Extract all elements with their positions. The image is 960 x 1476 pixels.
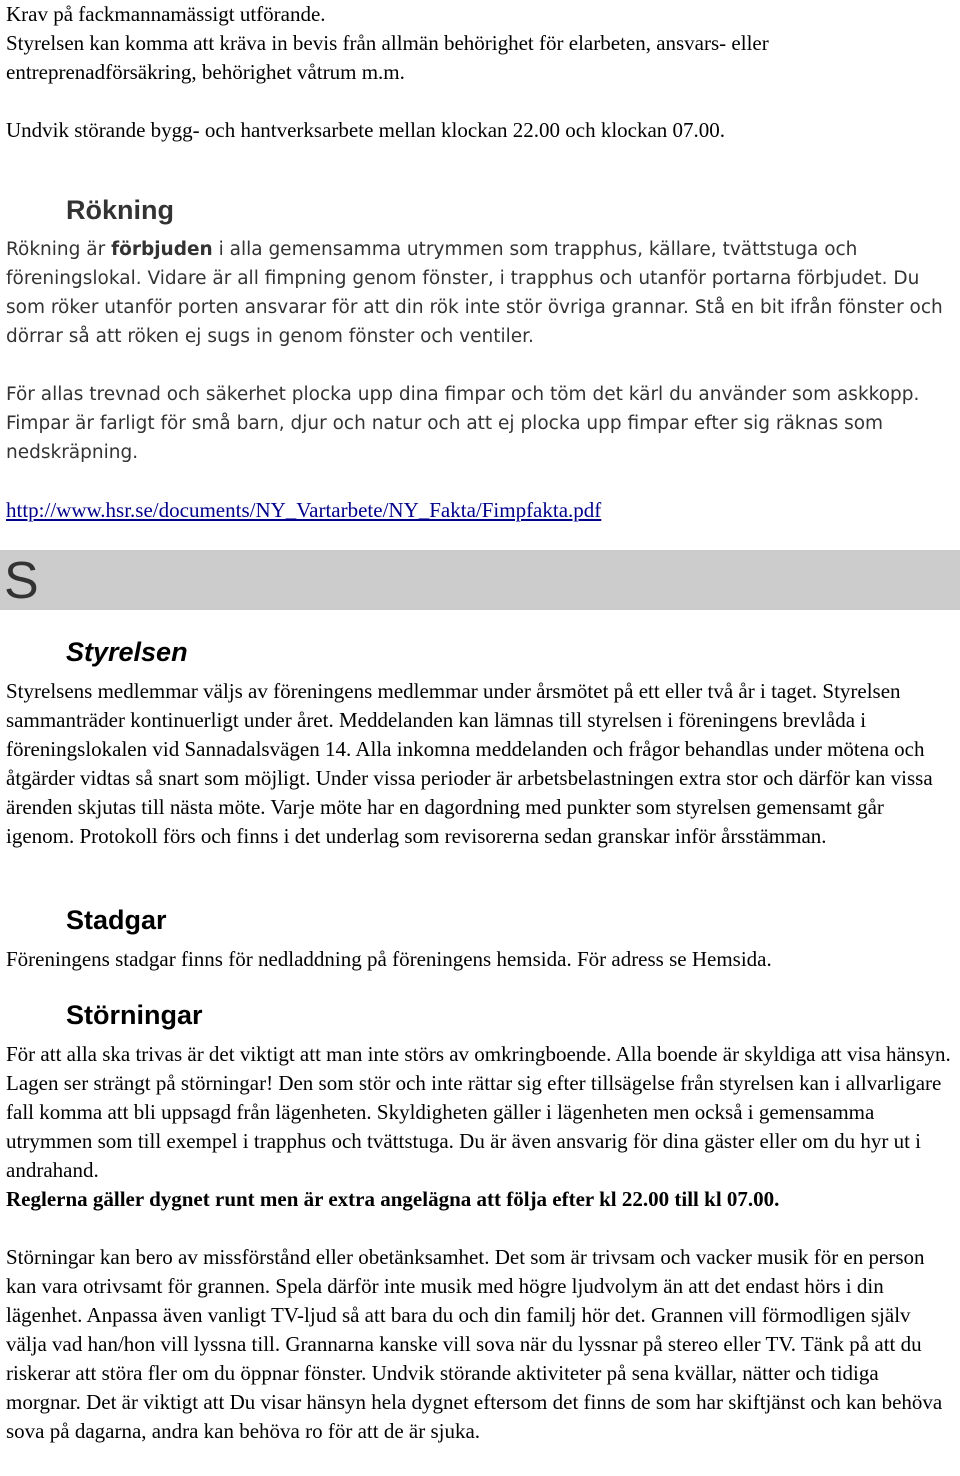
rokning-section — [6, 194, 954, 226]
storningar-paragraph-2: Störningar kan bero av missförstånd eller obetänksamhet. Det som är trivsam och vacker musik för en person kan vara otrivsamt för grannen. Spela därför inte musik med högre ljudvolym än att det endast hörs i din lägenhet. Anpassa även vanligt TV-ljud så att bara du och din familj hör det. Grannen vill förmodligen själv välja vad han/hon vill lyssna till. Grannarna kanske vill sova när du lyssnar på stereo eller TV. Tänk på att du riskerar att störa fler om du öppnar fönster. Undvik störande aktiviteter på sena kvällar, nätter och tidiga morgnar. Det är viktigt att Du visar hänsyn hela dygnet eftersom det finns de som har skiftjänst och kan behöva sova på dagarna, andra kan behöva ro för att de är sjuka. — [6, 1245, 943, 1443]
stadgar-body — [6, 945, 954, 974]
intro-line-2: Styrelsen kan komma att kräva in bevis från allmän behörighet för elarbeten, ansvars- eller entreprenadförsäkring, behörighet våtrum m.m. — [6, 31, 769, 84]
storningar-body — [6, 1040, 954, 1446]
styrelsen-paragraph: Styrelsens medlemmar väljs av föreningens medlemmar under årsmötet på ett eller två år i taget. Styrelsen sammanträder kontinuerligt under året. Meddelanden kan lämnas till styrelsen i föreningens brevlåda i föreningslokalen vid Sannadalsvägen 14. Alla inkomna meddelanden och frågor behandlas under mötena och åtgärder vidtas så snart som möjligt. Under vissa perioder är arbetsbelastningen extra stor och därför kan vissa ärenden skjutas till nästa möte. Varje möte har en dagordning med punkter som styrelsen gemensamt går igenom. Protokoll förs och finns i det underlag som revisorerna sedan granskar inför årsstämman. — [6, 679, 933, 848]
stadgar-paragraph: Föreningens stadgar finns för nedladdning på föreningens hemsida. För adress se Hemsida. — [6, 947, 772, 971]
rokning-p1-bold: förbjuden — [111, 239, 213, 260]
rokning-paragraph-2: För allas trevnad och säkerhet plocka upp dina fimpar och töm det kärl du använder som askkopp. Fimpar är farligt för små barn, djur och natur och att ej plocka upp fimpar efter sig räknas som nedskräpning. — [6, 384, 920, 463]
section-band — [0, 550, 960, 610]
rokning-p1-post: i alla gemensamma utrymmen som trapphus, källare, tvättstuga och föreningslokal. Vidare är all fimpning genom fönster, i trapphus och utanför portarna förbjudet. Du som röker utanför porten ansvarar för att din rök inte stör övriga grannar. Stå en bit ifrån fönster och dörrar så att röken ej sugs in genom fönster och ventiler. — [6, 239, 943, 347]
storningar-heading: Störningar — [66, 1000, 203, 1030]
rokning-heading: Rökning — [66, 195, 174, 225]
rokning-paragraph-1 — [6, 235, 954, 351]
storningar-paragraph-1: För att alla ska trivas är det viktigt att man inte störs av omkringboende. Alla boende är skyldiga att visa hänsyn. Lagen ser strängt på störningar! Den som stör och inte rättar sig efter tillsägelse från styrelsen kan i allvarligare fall komma att bli uppsagd från lägenheten. Skyldigheten gäller i lägenheten men också i gemensamma utrymmen som till exempel i trapphus och tvättstuga. Du är även ansvarig för dina gäster eller om du hyr ut i andrahand. — [6, 1042, 951, 1182]
intro-line-3: Undvik störande bygg- och hantverksarbete mellan klockan 22.00 och klockan 07.00. — [6, 118, 726, 142]
storningar-bold-rule: Reglerna gäller dygnet runt men är extra angelägna att följa efter kl 22.00 till kl 07.00. — [6, 1187, 780, 1211]
rokning-link-row — [6, 496, 954, 525]
intro-line-1: Krav på fackmannamässigt utförande. — [6, 2, 326, 26]
stadgar-heading: Stadgar — [66, 905, 167, 935]
styrelsen-body — [6, 677, 954, 851]
rokning-body — [6, 235, 954, 467]
rokning-p1-pre: Rökning är — [6, 239, 112, 260]
stadgar-section — [6, 904, 954, 936]
section-band-letter: S — [4, 552, 39, 610]
storningar-section — [6, 999, 954, 1031]
fimpfakta-link[interactable]: http://www.hsr.se/documents/NY_Vartarbete/NY_Fakta/Fimpfakta.pdf — [6, 498, 602, 522]
intro-section — [6, 0, 954, 145]
styrelsen-section — [6, 636, 954, 668]
styrelsen-heading: Styrelsen — [66, 637, 188, 667]
